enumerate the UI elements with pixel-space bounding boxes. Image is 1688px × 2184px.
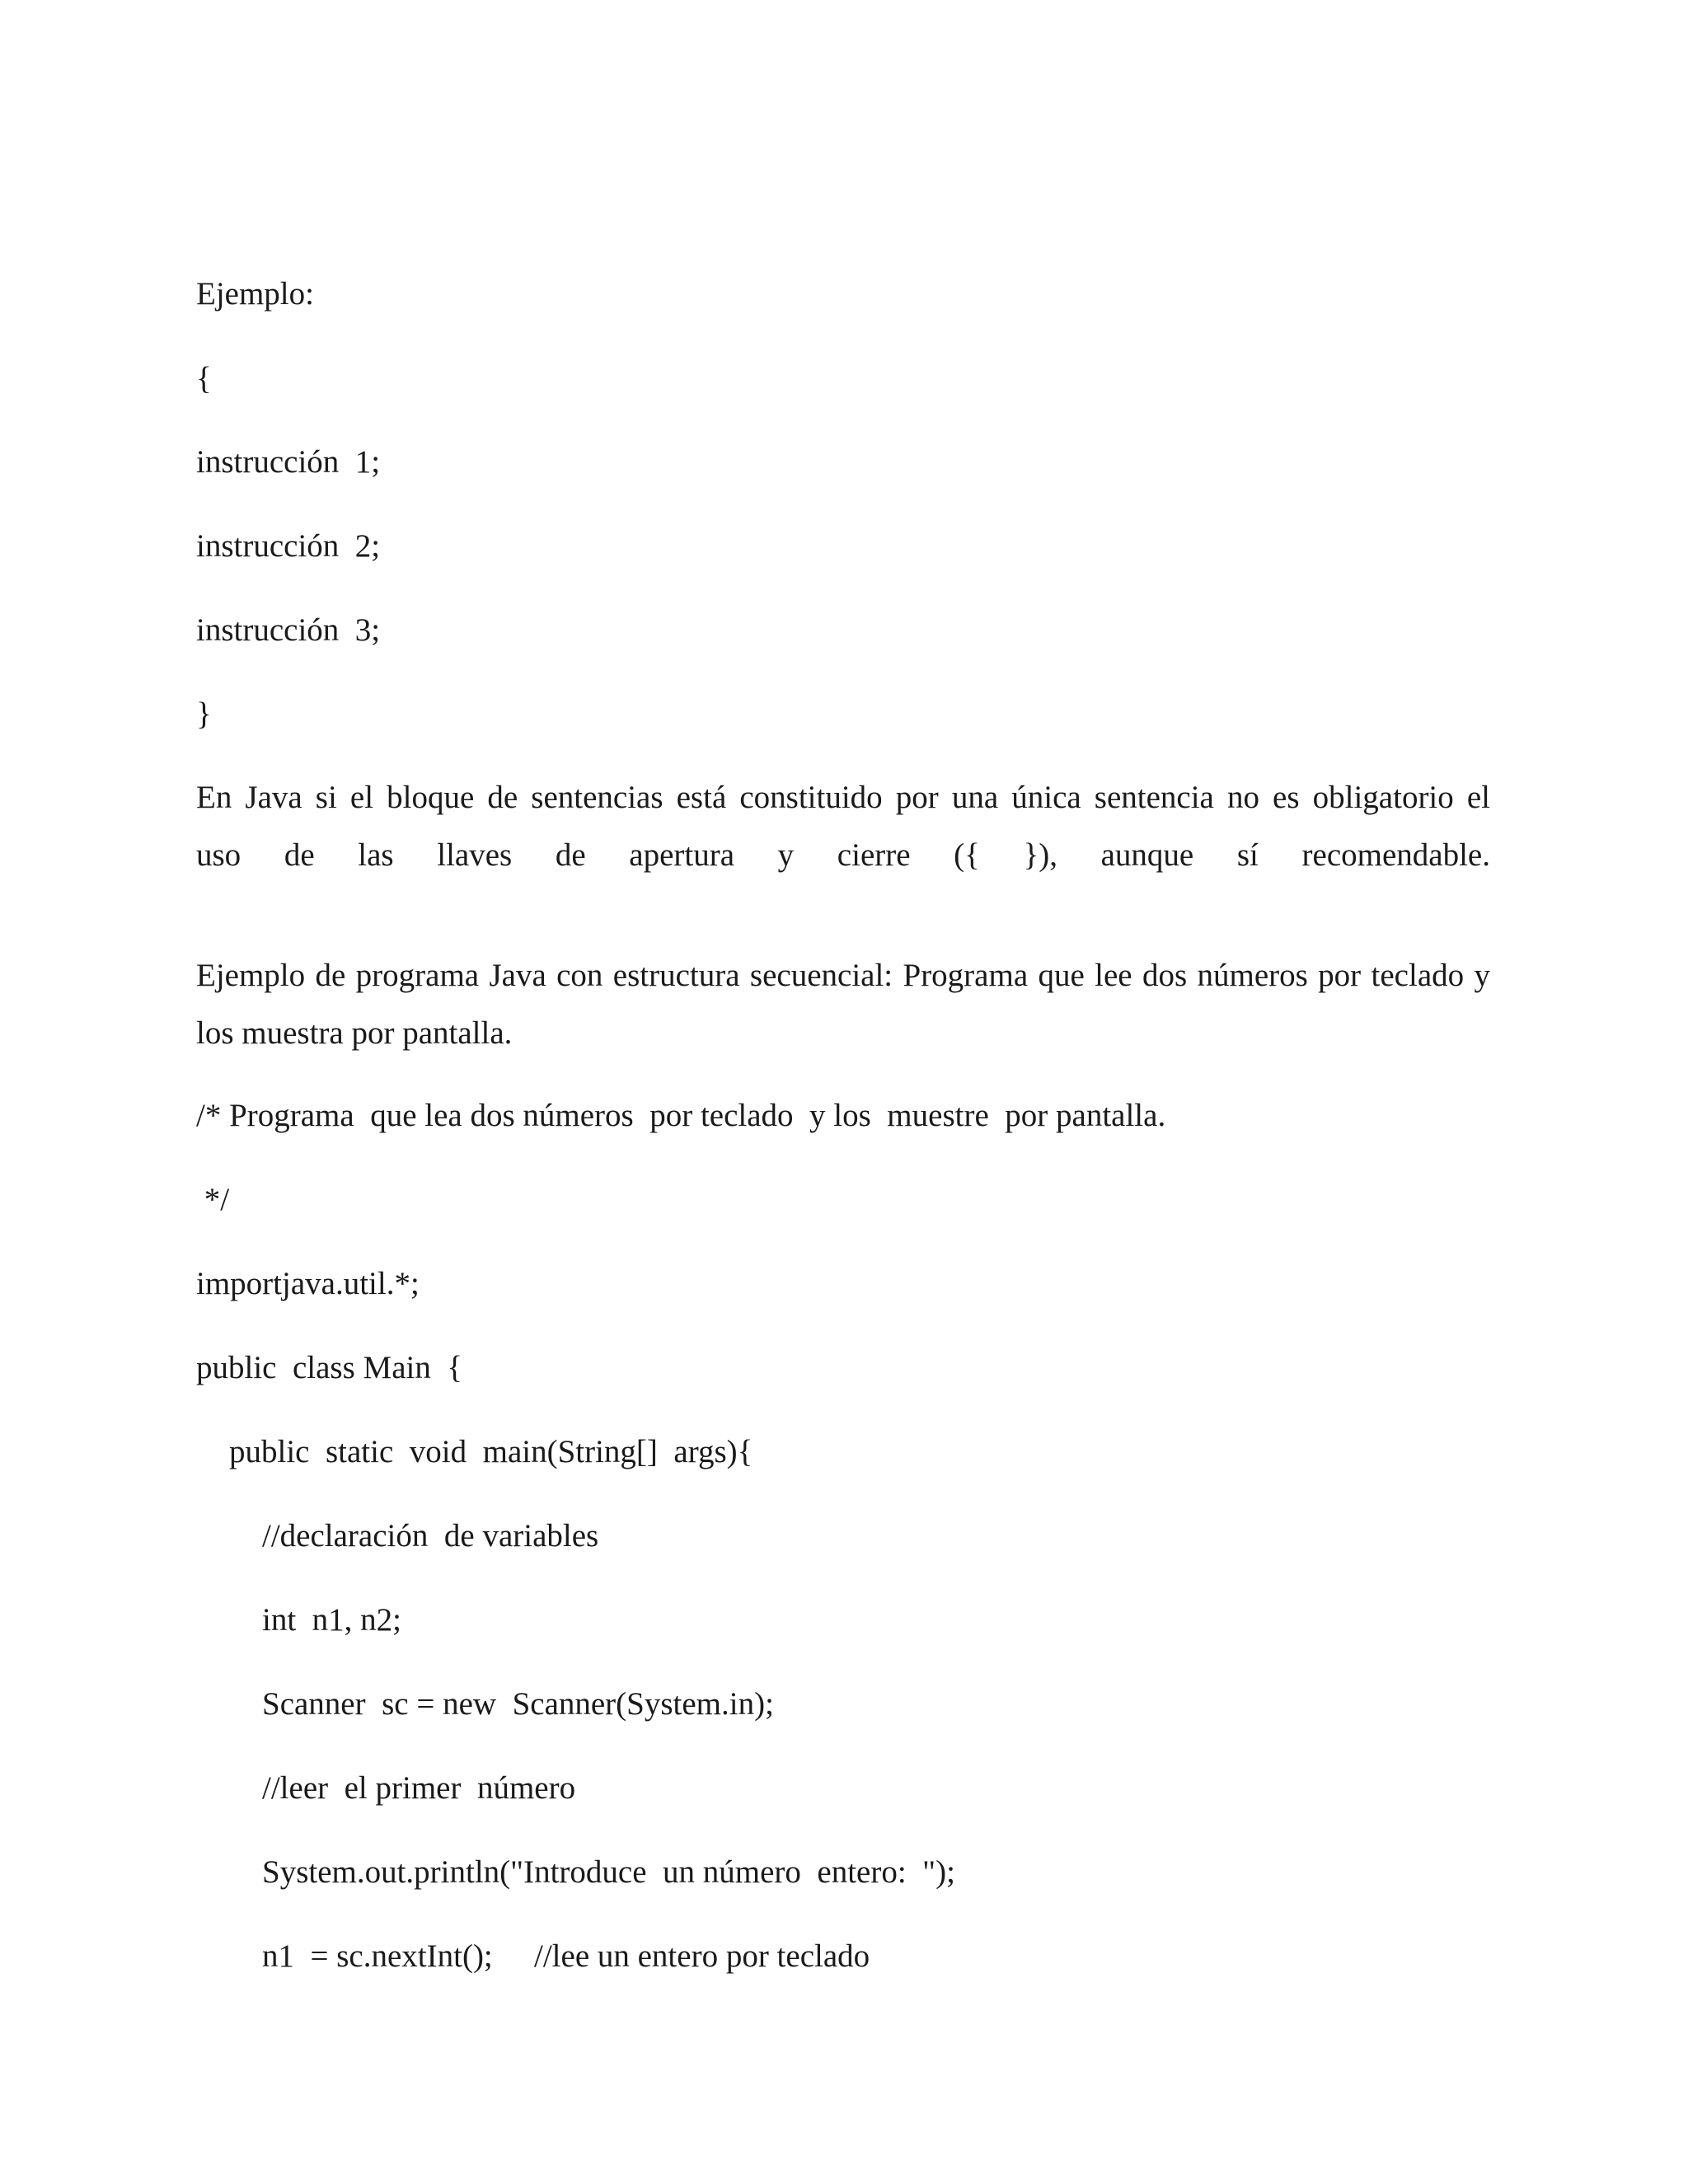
instruction-line: instrucción 2; (196, 528, 381, 564)
code-import: importjava.util.*; (196, 1266, 420, 1301)
block-close-brace: } (196, 696, 212, 732)
code-println: System.out.println("Introduce un número entero: "); (262, 1854, 955, 1890)
code-comment-open: /* Programa que lea dos números por teclado y los muestre por pantalla. (196, 1098, 1166, 1133)
instruction-line: instrucción 1; (196, 444, 381, 480)
paragraph-example-description: Ejemplo de programa Java con estructura secuencial: Programa que lee dos números por teclado y los muestra por pantalla. (196, 958, 1490, 1051)
code-read-comment: //leer el primer número (262, 1770, 576, 1806)
paragraph-braces-line-1: En Java si el bloque de sentencias está constituido por una única sentencia no es obligatorio el (196, 780, 1490, 815)
block-open-brace: { (196, 361, 212, 396)
code-scanner-declaration: Scanner sc = new Scanner(System.in); (262, 1686, 774, 1722)
paragraph-braces-line-2: uso de las llaves de apertura y cierre ({ }), aunque sí recomendable. (196, 837, 1490, 873)
instruction-line: instrucción 3; (196, 612, 381, 648)
example-label: Ejemplo: (196, 276, 314, 312)
code-int-declaration: int n1, n2; (262, 1602, 402, 1638)
code-declaration-comment: //declaración de variables (262, 1518, 599, 1554)
code-class-declaration: public class Main { (196, 1350, 463, 1385)
code-read-n1: n1 = sc.nextInt(); (262, 1938, 493, 1974)
code-main-declaration: public static void main(String[] args){ (229, 1434, 753, 1469)
code-read-n1-comment: //lee un entero por teclado (534, 1938, 870, 1974)
code-comment-close: */ (196, 1182, 230, 1217)
